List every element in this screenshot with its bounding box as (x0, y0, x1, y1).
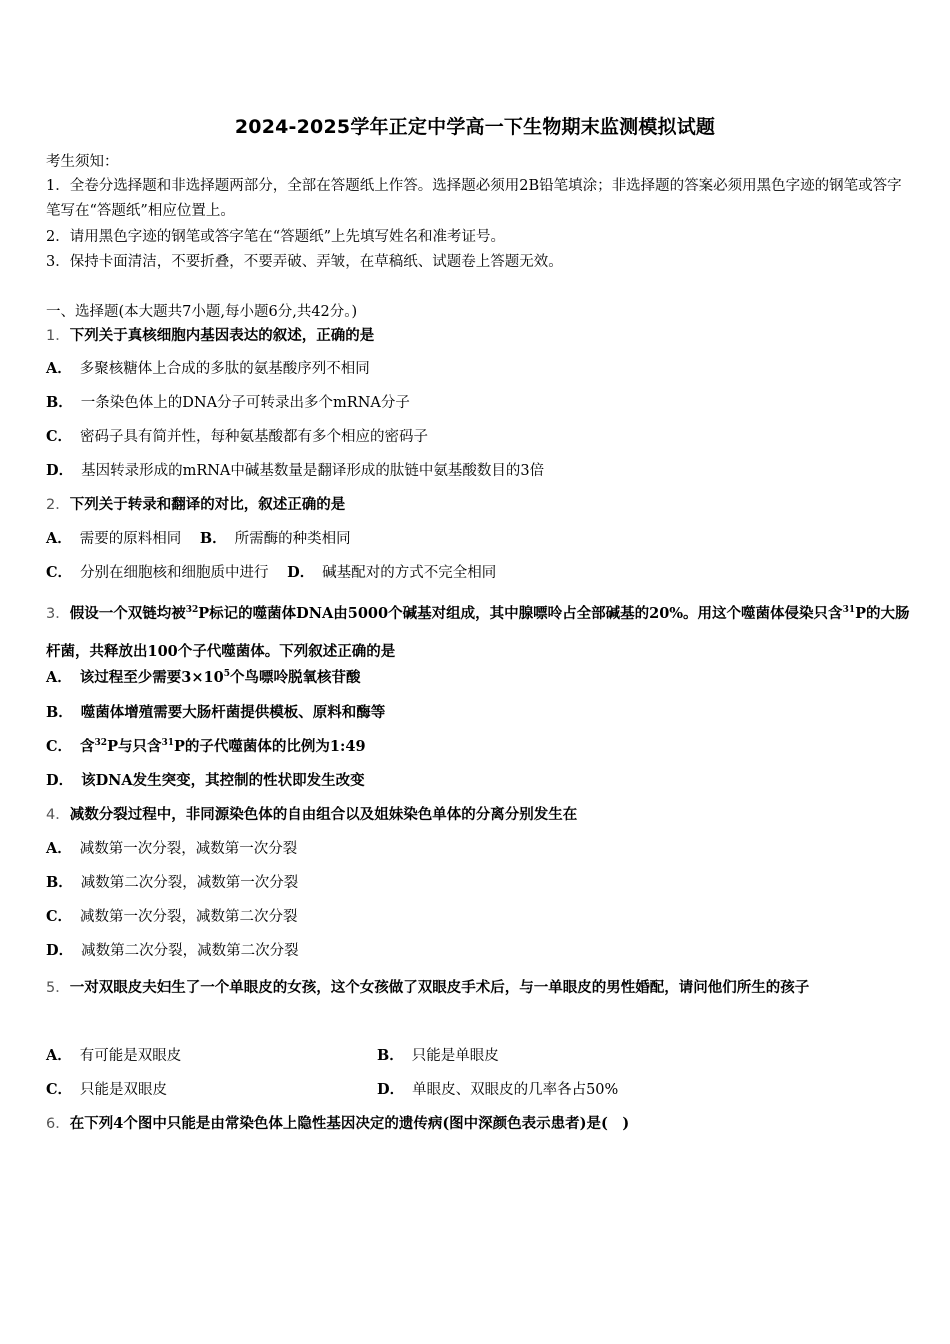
option-text: 该过程至少需要3×10 (79, 669, 224, 686)
option-text: 该DNA发生突变，其控制的性状即发生改变 (81, 772, 365, 789)
option-label: C． (46, 564, 73, 581)
option-label: A． (46, 840, 72, 857)
option-text: P与只含 (107, 738, 162, 755)
question-number: 6． (46, 1116, 70, 1132)
notice-item-2: 2．请用黑色字迹的钢笔或答字笔在“答题纸”上先填写姓名和准考证号。 (46, 229, 506, 245)
question-stem: 减数分裂过程中，非同源染色体的自由组合以及姐妹染色单体的分离分别发生在 (69, 806, 578, 823)
option-label: C． (46, 1081, 73, 1098)
option-label: C． (46, 908, 73, 925)
option-text: 含 (80, 738, 95, 755)
q1-option-a[interactable] (46, 359, 370, 379)
section-heading: 一、选择题(本大题共7小题,每小题6分,共42分。) (46, 304, 358, 320)
superscript: 31 (842, 605, 856, 615)
question-stem: 在下列4个图中只能是由常染色体上隐性基因决定的遗传病(图中深颜色表示患者)是( ) (69, 1115, 630, 1132)
q4-option-b[interactable] (46, 873, 298, 893)
q1-option-c[interactable] (46, 427, 428, 447)
q1-option-b[interactable] (46, 393, 410, 413)
option-text: 只能是双眼皮 (80, 1082, 168, 1098)
superscript: 31 (161, 738, 175, 748)
question-stem: 下列关于真核细胞内基因表达的叙述，正确的是 (69, 327, 375, 344)
q5-option-d[interactable] (377, 1080, 618, 1100)
option-text: 单眼皮、双眼皮的几率各占50% (412, 1082, 619, 1098)
question-stem: 一对双眼皮夫妇生了一个单眼皮的女孩，这个女孩做了双眼皮手术后，与一单眼皮的男性婚配，请问他们所生的孩子 (69, 979, 810, 996)
question-stem (46, 605, 910, 660)
stem-part: P的大肠杆菌，共释放出100个子代噬菌体。下列叙述正确的是 (46, 605, 910, 660)
q3-option-a[interactable] (46, 668, 360, 688)
notice-header: 考生须知： (46, 154, 119, 170)
option-label: D． (46, 942, 74, 959)
q2-option-b[interactable] (200, 531, 351, 547)
option-text: 碱基配对的方式不完全相同 (322, 565, 497, 581)
option-text: P的子代噬菌体的比例为1:49 (174, 738, 366, 755)
option-text: 基因转录形成的mRNA中碱基数量是翻译形成的肽链中氨基酸数目的3倍 (81, 463, 545, 479)
question-1 (46, 326, 374, 346)
option-label: B． (46, 874, 73, 891)
option-text: 减数第二次分裂，减数第二次分裂 (81, 943, 299, 959)
option-text: 个鸟嘌呤脱氧核苷酸 (229, 669, 361, 686)
question-number: 5． (46, 980, 70, 996)
question-number: 2． (46, 497, 70, 513)
option-label: B． (377, 1047, 404, 1064)
q2-option-d[interactable] (287, 565, 496, 581)
option-text: 需要的原料相同 (79, 531, 182, 547)
question-4 (46, 805, 577, 825)
superscript: 32 (185, 605, 199, 615)
option-label: D． (46, 772, 74, 789)
q4-option-a[interactable] (46, 839, 297, 859)
option-text: 减数第一次分裂，减数第一次分裂 (79, 841, 298, 857)
q4-option-c[interactable] (46, 907, 298, 927)
question-2 (46, 495, 345, 515)
option-text: 一条染色体上的DNA分子可转录出多个mRNA分子 (80, 395, 410, 411)
option-label: B． (46, 394, 73, 411)
option-label: B． (199, 530, 227, 547)
option-label: D． (287, 564, 315, 581)
option-text: 分别在细胞核和细胞质中进行 (80, 565, 269, 581)
option-label: A． (46, 669, 72, 686)
option-text: 多聚核糖体上合成的多肽的氨基酸序列不相同 (79, 361, 370, 377)
q5-option-c[interactable] (46, 1082, 167, 1098)
question-6 (46, 1114, 629, 1134)
option-label: A． (46, 1047, 72, 1064)
option-label: D． (46, 462, 74, 479)
option-label: B． (46, 704, 73, 721)
question-number: 3． (46, 606, 70, 622)
option-text: 只能是单眼皮 (411, 1048, 499, 1064)
question-number: 4． (46, 807, 70, 823)
option-text: 所需酶的种类相同 (234, 531, 351, 547)
notice-item-3: 3．保持卡面清洁，不要折叠，不要弄破、弄皱，在草稿纸、试题卷上答题无效。 (46, 254, 563, 270)
option-text: 减数第一次分裂，减数第二次分裂 (80, 909, 298, 925)
superscript: 5 (223, 669, 230, 679)
option-text: 有可能是双眼皮 (79, 1048, 182, 1064)
option-text: 密码子具有简并性，每种氨基酸都有多个相应的密码子 (80, 429, 429, 445)
q2-options-cd (46, 563, 496, 583)
q2-options-ab (46, 529, 351, 549)
q5-option-a[interactable] (46, 1048, 181, 1064)
option-text: 减数第二次分裂，减数第一次分裂 (80, 875, 299, 891)
option-text: 噬菌体增殖需要大肠杆菌提供模板、原料和酶等 (80, 704, 386, 721)
question-5 (46, 969, 906, 1007)
notice-item-1: 1．全卷分选择题和非选择题两部分，全部在答题纸上作答。选择题必须用2B铅笔填涂；非选择题的答案必须用黑色字迹的钢笔或答字笔写在“答题纸”相应位置上。 (46, 178, 902, 219)
option-label: A． (46, 530, 72, 547)
q5-options-cd (46, 1080, 906, 1100)
question-number: 1． (46, 328, 70, 344)
q1-option-d[interactable] (46, 461, 544, 481)
q3-option-c[interactable] (46, 737, 366, 757)
option-label: C． (46, 428, 73, 445)
option-label: A． (46, 360, 72, 377)
question-3 (46, 595, 911, 671)
option-label: C． (46, 738, 73, 755)
stem-part: 假设一个双链均被 (69, 605, 186, 622)
q2-option-a[interactable] (46, 531, 181, 547)
question-stem: 下列关于转录和翻译的对比，叙述正确的是 (69, 496, 346, 513)
option-label: D． (377, 1081, 405, 1098)
q4-option-d[interactable] (46, 941, 299, 961)
superscript: 32 (94, 738, 108, 748)
q3-option-d[interactable] (46, 771, 365, 791)
q2-option-c[interactable] (46, 565, 269, 581)
q5-option-b[interactable] (377, 1046, 499, 1066)
page-title: 2024-2025学年正定中学高一下生物期末监测模拟试题 (234, 116, 716, 138)
stem-part: P标记的噬菌体DNA由5000个碱基对组成，其中腺嘌呤占全部碱基的20%。用这个噬菌体侵染只含 (198, 605, 843, 622)
q5-options-ab (46, 1046, 906, 1066)
q3-option-b[interactable] (46, 703, 385, 723)
